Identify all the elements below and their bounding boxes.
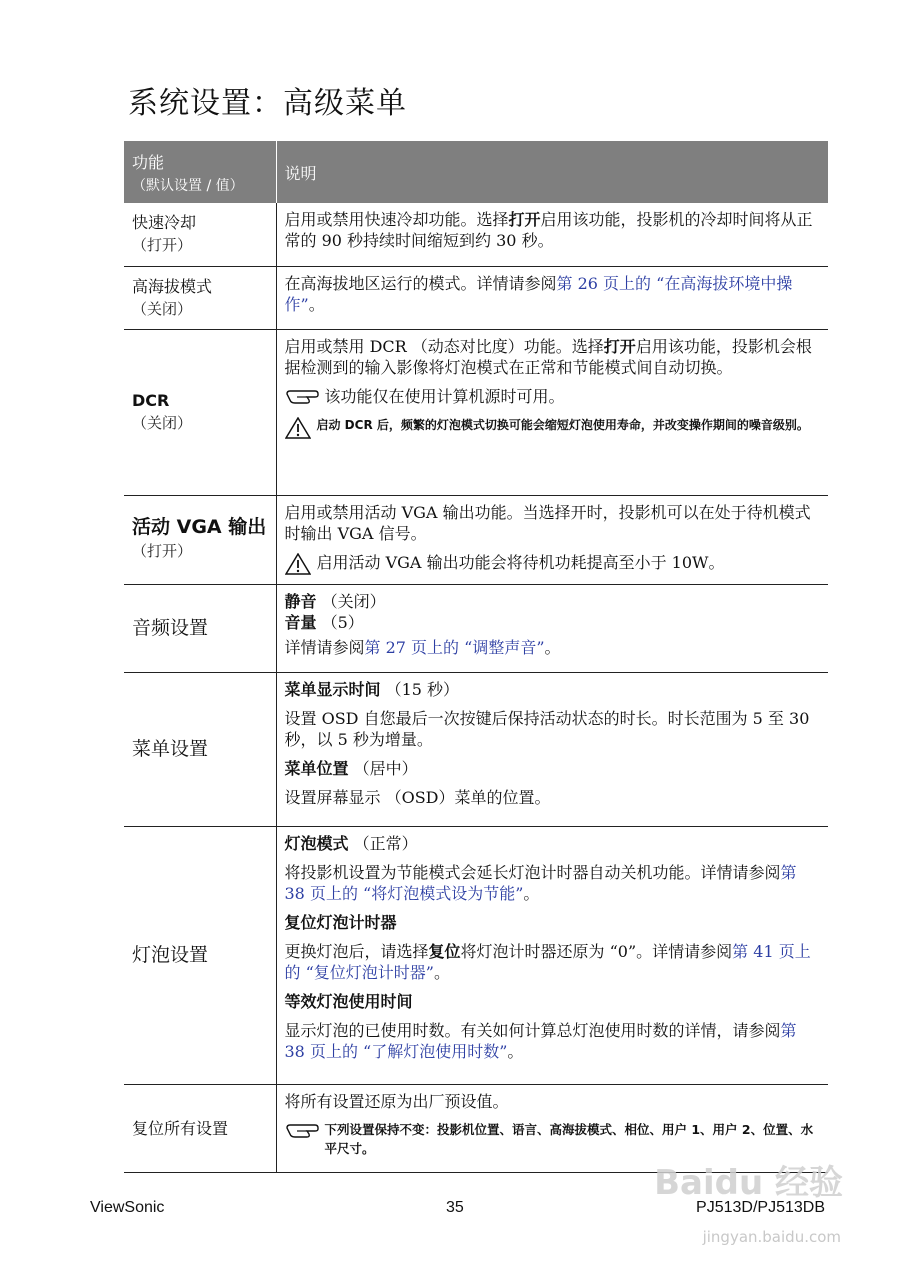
function-cell: [124, 584, 276, 672]
note-hand-icon: [285, 386, 321, 408]
function-cell: [124, 1084, 276, 1172]
header-function-sub: （默认设置 / 值）: [132, 177, 244, 194]
option-label: 灯泡模式: [284, 833, 349, 853]
table-row-menu: [124, 672, 828, 826]
desc-text: 启用或禁用活动 VGA 输出功能。当选择开时，投影机可以在处于待机模式时输出 VGA 信号。: [284, 502, 811, 543]
description-cell: [276, 672, 828, 826]
function-cell: [124, 826, 276, 1084]
table-header-row: [124, 141, 828, 203]
desc-text: 在高海拔地区运行的模式。详情请参阅: [284, 273, 557, 293]
description-cell: [276, 826, 828, 1084]
note-hand-icon: [285, 1120, 321, 1142]
desc-text: 设置屏幕显示 （OSD）菜单的位置。: [284, 787, 551, 807]
option-label: 菜单位置: [284, 758, 349, 778]
function-name: 高海拔模式: [132, 276, 213, 296]
description-cell: [276, 495, 828, 584]
watermark-url: jingyan.baidu.com: [702, 1228, 841, 1246]
function-name: 活动 VGA 输出: [132, 516, 267, 538]
header-function: [124, 141, 276, 203]
note-text: 下列设置保持不变：投影机位置、语言、高海拔模式、相位、用户 1、用户 2、位置、水平尺寸。: [324, 1121, 814, 1156]
function-name: 复位所有设置: [132, 1118, 229, 1138]
cross-reference-link[interactable]: 第 26 页上的 “在高海拔环境中操作”: [284, 273, 793, 314]
desc-text: 启用或禁用快速冷却功能。选择: [284, 210, 509, 229]
header-description: 说明: [276, 141, 828, 203]
function-name: 菜单设置: [132, 737, 209, 760]
cross-reference-link[interactable]: 第 38 页上的 “将灯泡模式设为节能”: [284, 862, 797, 903]
option-default: （5）: [321, 612, 364, 632]
desc-text: 。: [308, 294, 325, 314]
desc-text: 更换灯泡后，请选择: [284, 941, 429, 961]
function-name: 音频设置: [132, 616, 209, 639]
warning-triangle-icon: [285, 417, 311, 439]
desc-text: 。: [507, 1041, 524, 1061]
cross-reference-link[interactable]: 第 38 页上的 “了解灯泡使用时数”: [284, 1020, 797, 1061]
option-default: （关闭）: [321, 591, 386, 611]
table-row-lamp: [124, 826, 828, 1084]
function-cell: [124, 203, 276, 266]
option-label: 复位灯泡计时器: [284, 912, 397, 932]
cross-reference-link[interactable]: 第 27 页上的 “调整声音”: [364, 637, 545, 657]
function-cell: [124, 672, 276, 826]
page-title: 系统设置：高级菜单: [128, 86, 407, 121]
table-row-audio: [124, 584, 828, 672]
warning-text: 启动 DCR 后，频繁的灯泡模式切换可能会缩短灯泡使用寿命，并改变操作期间的噪音级别。: [316, 417, 809, 432]
footer-brand: ViewSonic: [90, 1199, 165, 1216]
note-text: 该功能仅在使用计算机源时可用。: [324, 386, 565, 406]
function-cell: [124, 329, 276, 495]
table-row-dcr: [124, 329, 828, 495]
function-default: （打开）: [132, 542, 193, 560]
desc-text: 启用该功能，投影机会根据检测到的输入影像将灯泡模式在正常和节能模式间自动切换。: [284, 336, 812, 377]
warning: [285, 552, 821, 575]
warning-text: 启用活动 VGA 输出功能会将待机功耗提高至小于 10W。: [316, 552, 725, 572]
cross-reference-link[interactable]: 第 41 页上的 “复位灯泡计时器”: [284, 941, 811, 982]
function-name: DCR: [132, 391, 170, 410]
function-default: （打开）: [132, 236, 193, 254]
warning: [285, 416, 821, 439]
table-row-high-altitude: [124, 266, 828, 329]
option-default: （居中）: [353, 758, 418, 778]
desc-bold: 复位: [428, 941, 461, 961]
option-label: 等效灯泡使用时间: [284, 991, 413, 1011]
description-cell: [276, 203, 828, 266]
description-cell: [276, 266, 828, 329]
table-row-quick-cooling: [124, 203, 828, 266]
desc-text: 设置 OSD 自您最后一次按键后保持活动状态的时长。时长范围为 5 至 30 秒，以 5 秒为增量。: [284, 708, 810, 749]
watermark-logo: Baidu 经验: [654, 1163, 843, 1203]
desc-text: 启用或禁用 DCR （动态对比度）功能。选择: [284, 336, 604, 356]
function-default: （关闭）: [132, 414, 193, 432]
option-label: 音量: [284, 612, 317, 632]
desc-text: 将所有设置还原为出厂预设值。: [284, 1091, 509, 1111]
function-name: 快速冷却: [132, 213, 197, 232]
desc-text: 显示灯泡的已使用时数。有关如何计算总灯泡使用时数的详情，请参阅: [284, 1020, 781, 1040]
desc-text: 详情请参阅: [284, 637, 365, 657]
desc-text: 。: [523, 883, 540, 903]
desc-bold: 打开: [508, 210, 541, 229]
function-cell: [124, 266, 276, 329]
function-cell: [124, 495, 276, 584]
desc-text: 。: [433, 962, 450, 982]
settings-table: [124, 141, 828, 1173]
option-label: 菜单显示时间: [284, 679, 381, 699]
function-default: （关闭）: [132, 299, 193, 318]
note: [285, 1120, 821, 1158]
option-default: （15 秒）: [385, 679, 460, 699]
warning-triangle-icon: [285, 553, 311, 575]
desc-text: 启用该功能，投影机的冷却时间将从正常的 90 秒持续时间缩短到约 30 秒。: [284, 210, 813, 250]
footer-model: PJ513D/PJ513DB: [696, 1199, 825, 1216]
option-label: 静音: [284, 591, 317, 611]
table-row-active-vga: [124, 495, 828, 584]
desc-text: 。: [544, 637, 561, 657]
description-cell: [276, 329, 828, 495]
description-cell: [276, 584, 828, 672]
desc-text: 将投影机设置为节能模式会延长灯泡计时器自动关机功能。详情请参阅: [284, 862, 781, 882]
option-default: （正常）: [353, 833, 418, 853]
desc-bold: 打开: [603, 336, 636, 356]
note: [285, 386, 821, 408]
header-function-label: 功能: [132, 152, 165, 172]
desc-text: 将灯泡计时器还原为 “0”。详情请参阅: [460, 941, 733, 961]
function-name: 灯泡设置: [132, 943, 209, 966]
footer-page-number: 35: [446, 1199, 464, 1216]
